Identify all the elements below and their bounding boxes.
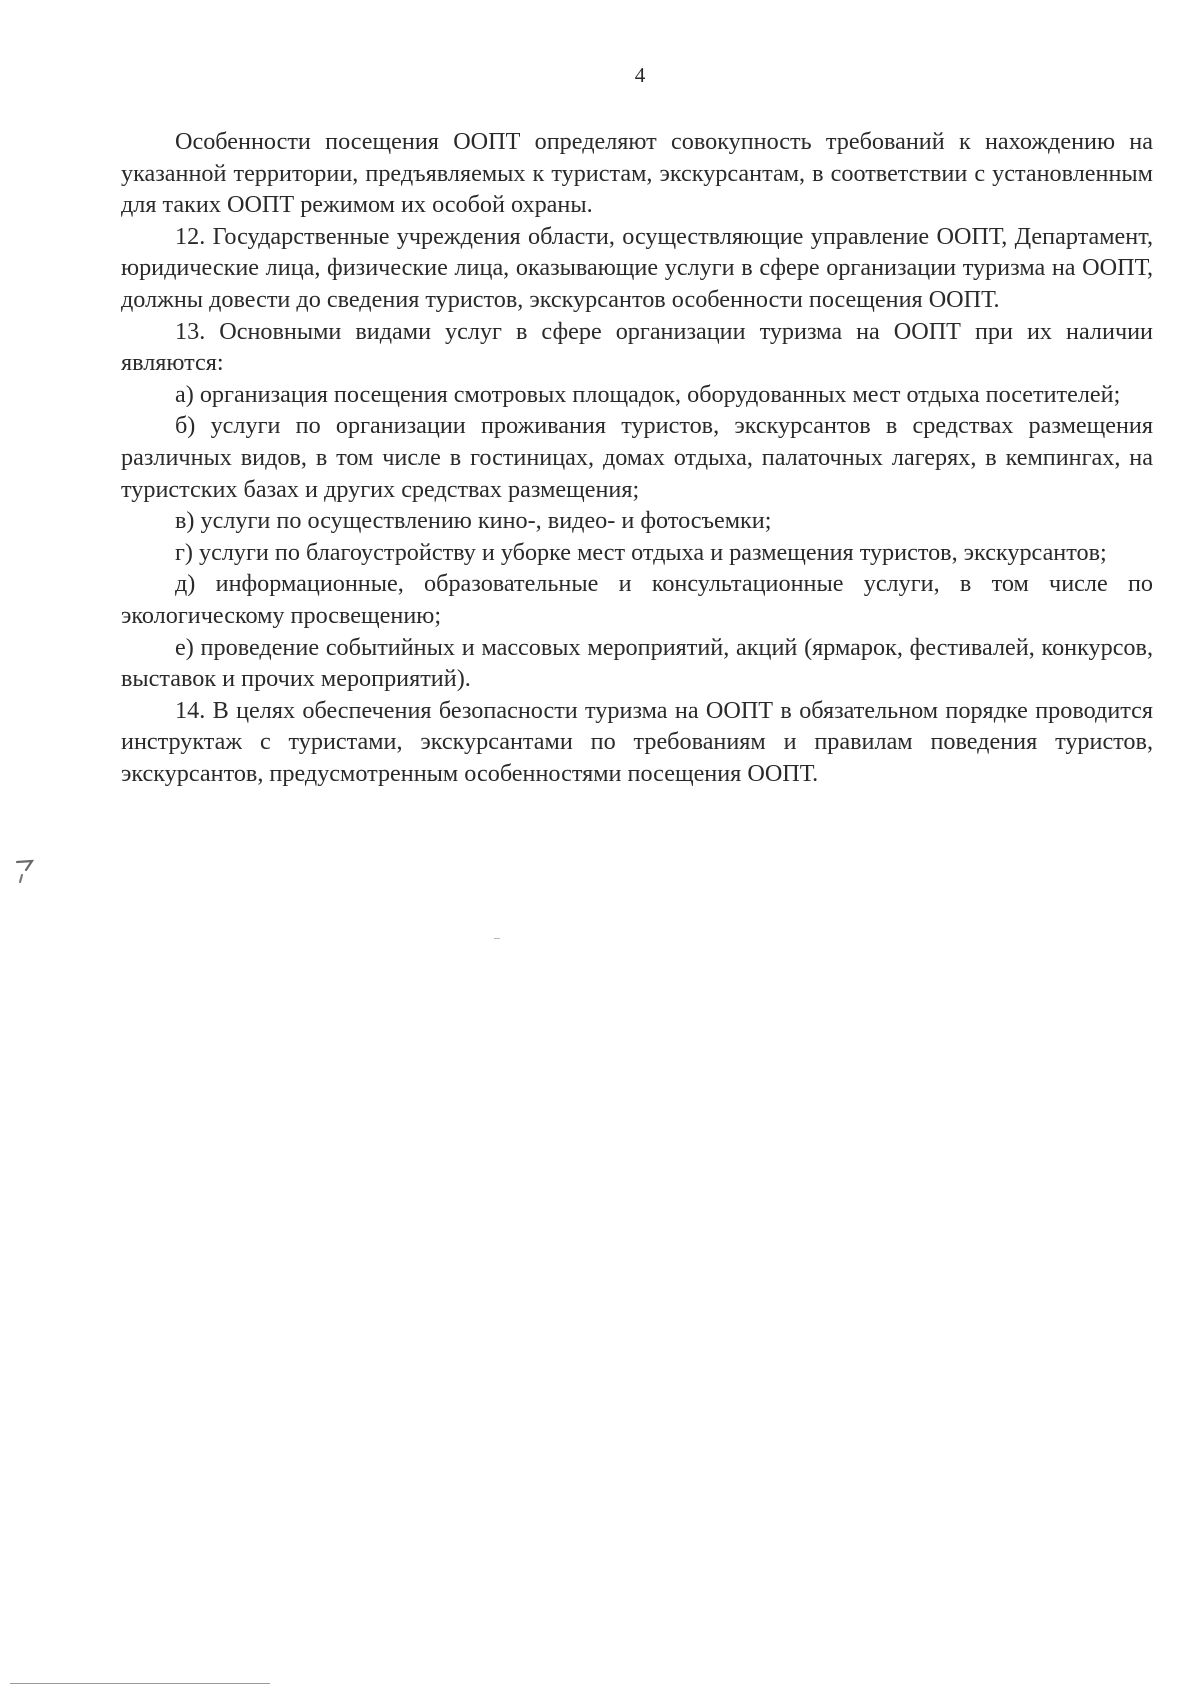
list-item-b: б) услуги по организации проживания туристов, экскурсантов в средствах размещения различных видов, в том числе в гостиницах, домах отдыха, палаточных лагерях, в кемпингах, на туристских базах и других средствах размещения; <box>121 412 1153 503</box>
list-item-e: е) проведение событийных и массовых мероприятий, акций (ярмарок, фестивалей, конкурсов, выставок и прочих мероприятий). <box>121 633 1153 693</box>
scan-artifact <box>494 938 500 939</box>
margin-scribble-mark <box>14 858 36 884</box>
list-item-g: г) услуги по благоустройству и уборке мест отдыха и размещения туристов, экскурсантов; <box>175 538 1107 566</box>
paragraph-14: 14. В целях обеспечения безопасности туризма на ООПТ в обязательном порядке проводится инструктаж с туристами, экскурсантами по требованиям и правилам поведения туристов, экскурсантов, предусмотренным особенностями посещения ООПТ. <box>121 696 1153 787</box>
document-body <box>121 126 1153 789</box>
paragraph-visit-features: Особенности посещения ООПТ определяют совокупность требований к нахождению на указанной территории, предъявляемых к туристам, экскурсантам, в соответствии с установленным для таких ООПТ режимом их особой охраны. <box>121 128 1153 219</box>
paragraph-13: 13. Основными видами услуг в сфере организации туризма на ООПТ при их наличии являются: <box>121 317 1153 377</box>
list-item-a: а) организация посещения смотровых площадок, оборудованных мест отдыха посетителей; <box>175 380 1121 408</box>
footer-rule <box>10 1683 270 1684</box>
list-item-d: д) информационные, образовательные и консультационные услуги, в том числе по экологическому просвещению; <box>121 570 1153 629</box>
page-number: 4 <box>634 63 646 87</box>
list-item-v: в) услуги по осуществлению кино-, видео- и фотосъемки; <box>175 507 772 535</box>
paragraph-12: 12. Государственные учреждения области, осуществляющие управление ООПТ, Департамент, юридические лица, физические лица, оказывающие услуги в сфере организации туризма на ООПТ, должны довести до сведения туристов, экскурсантов особенности посещения ООПТ. <box>121 222 1153 313</box>
